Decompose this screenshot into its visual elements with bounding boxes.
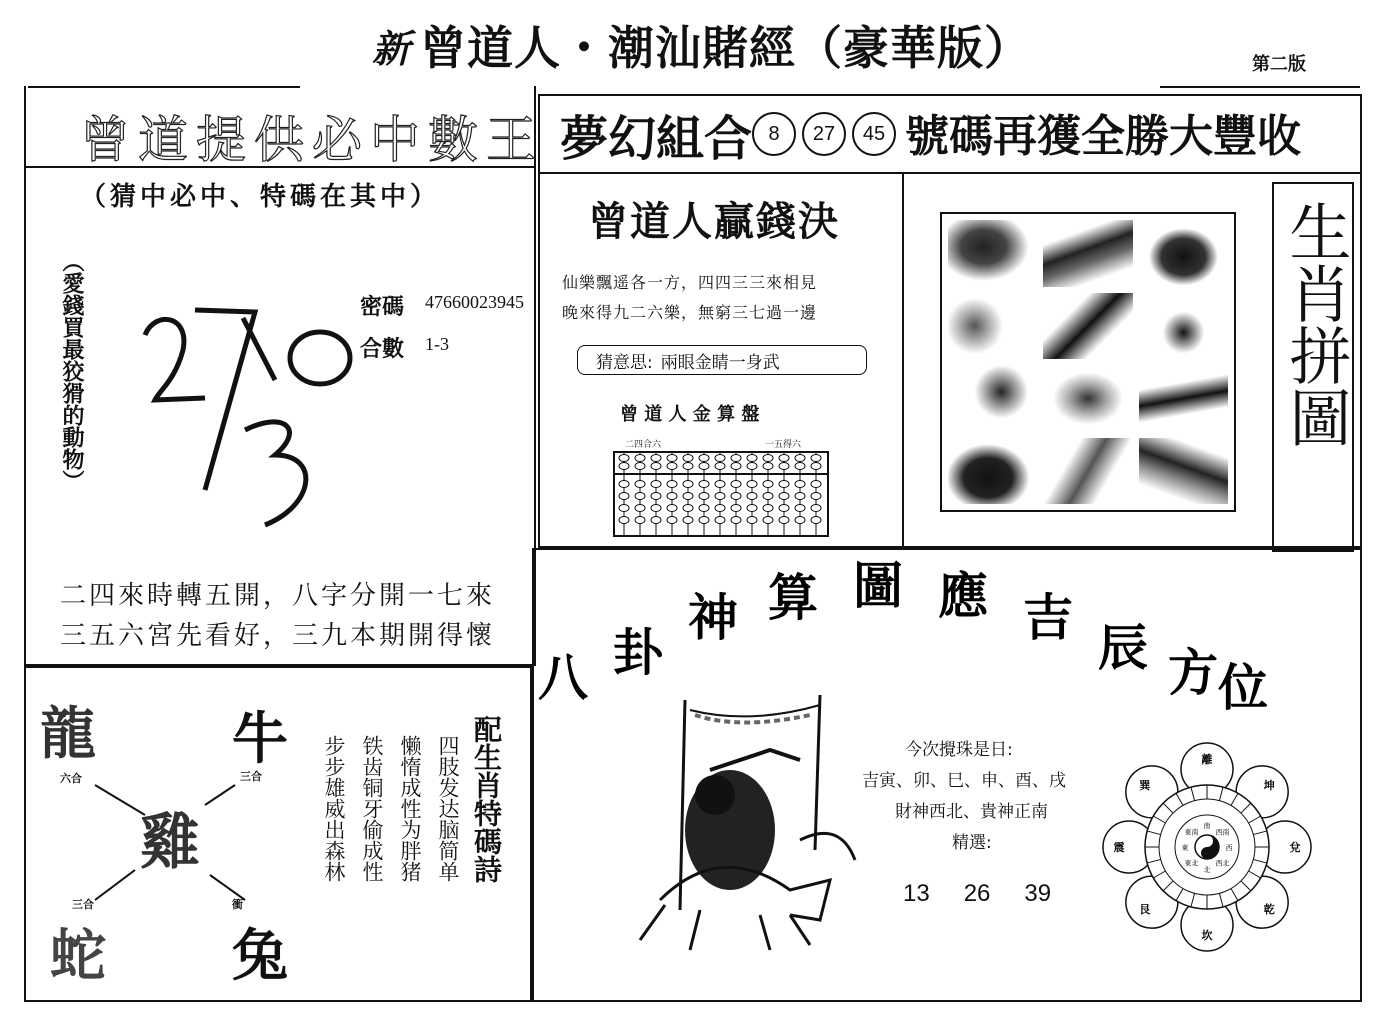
abacus-bead (731, 463, 741, 470)
abacus-bead (763, 455, 773, 462)
arrow-bottom-left (95, 870, 135, 900)
abacus-graphic (612, 450, 832, 540)
header-rule-right (1160, 86, 1360, 88)
zodiac-bottom-right: 兔 (232, 923, 288, 989)
abacus-bead (795, 517, 805, 524)
poem-line-1: 二四來時轉五開，八字分開一七來 (60, 581, 496, 611)
puzzle-piece-9 (1139, 365, 1228, 432)
bagua-title-char: 八 (538, 649, 588, 707)
zodiac-bottom-left: 蛇 (50, 923, 106, 989)
banner-number-1: 8 (752, 112, 796, 156)
win-tips-line-1: 仙樂飄遥各一方，四四三三來相見 (562, 273, 818, 292)
poem-line-2: 三五六宮先看好，三九本期開得懷 (60, 621, 496, 651)
puzzle-piece-5 (1043, 293, 1132, 360)
abacus-bead (651, 481, 661, 488)
abacus-bead (683, 517, 693, 524)
bagua-compass (1102, 742, 1312, 952)
abacus-bead (667, 481, 677, 488)
zodiac-poem-col-2: 懒惰成性为胖猪 (398, 735, 422, 882)
puzzle-piece-8 (1043, 365, 1132, 432)
puzzle-piece-6 (1139, 293, 1228, 360)
compass-inner-label: 北 (1203, 866, 1211, 874)
compass-inner-label: 東 (1181, 844, 1189, 852)
puzzle-piece-3 (1139, 220, 1228, 287)
abacus-bead (795, 455, 805, 462)
abacus-bead (715, 455, 725, 462)
abacus-bead (635, 481, 645, 488)
select-number-1: 13 (903, 880, 930, 907)
compass-inner-label: 西南 (1215, 828, 1230, 837)
banner-number-3: 45 (852, 112, 896, 156)
abacus-bead (731, 481, 741, 488)
abacus-bead (747, 493, 757, 500)
abacus-bead (651, 455, 661, 462)
abacus-left-label: 二四合六 (625, 440, 662, 450)
code-value: 47660023945 (425, 292, 524, 312)
bagua-title-char: 應 (938, 567, 988, 625)
abacus-bead (747, 455, 757, 462)
compass-inner-label: 西 (1225, 844, 1233, 852)
abacus-title: 曾 道 人 金 算 盤 (620, 404, 760, 425)
abacus-bead (715, 505, 725, 512)
header-new-char: 新 (372, 26, 411, 71)
abacus-bead (731, 505, 741, 512)
abacus-bead (699, 493, 709, 500)
abacus-right-label: 一五得六 (765, 440, 802, 450)
zodiac-poem (318, 715, 502, 883)
abacus-bead (811, 455, 821, 462)
abacus-bead (683, 481, 693, 488)
left-panel-subheading: （猜中必中、特碼在其中） (80, 182, 441, 212)
abacus-bead (779, 517, 789, 524)
abacus-bead (619, 455, 629, 462)
puzzle-title: 生肖拼圖 (1279, 200, 1352, 448)
banner-left-text: 夢幻組合 (560, 111, 753, 167)
zodiac-center: 雞 (140, 808, 200, 878)
compass-inner-label: 南 (1203, 822, 1211, 830)
bagua-title-char: 方 (1168, 644, 1218, 702)
abacus-bead (795, 481, 805, 488)
abacus-bead (715, 463, 725, 470)
abacus-bead (699, 463, 709, 470)
select-number-3: 39 (1024, 880, 1052, 907)
bagua-title-char: 辰 (1098, 619, 1148, 677)
abacus-bead (635, 455, 645, 462)
compass-outer-label: 震 (1113, 841, 1125, 854)
puzzle-piece-10 (948, 438, 1037, 505)
abacus-bead (747, 481, 757, 488)
abacus-bead (683, 505, 693, 512)
abacus-bead (651, 505, 661, 512)
compass-outer-label: 坎 (1201, 929, 1213, 942)
compass-outer-label: 兌 (1289, 841, 1301, 854)
compass-inner-label: 西北 (1215, 859, 1230, 868)
abacus-bead (635, 493, 645, 500)
abacus-bead (699, 455, 709, 462)
abacus-bead (683, 455, 693, 462)
abacus-bead (651, 463, 661, 470)
abacus-bead (811, 463, 821, 470)
warrior-illustration (620, 690, 860, 960)
abacus-bead (667, 517, 677, 524)
abacus-bead (715, 517, 725, 524)
puzzle-piece-11 (1043, 438, 1132, 505)
select-number-2: 26 (963, 880, 991, 907)
abacus-bead (619, 463, 629, 470)
abacus-bead (619, 493, 629, 500)
puzzle-piece-4 (948, 293, 1037, 360)
abacus-bead (667, 455, 677, 462)
gods-text: 財神西北、貴神正南 (895, 802, 1048, 822)
stroke-slash (243, 318, 275, 380)
abacus-bead (779, 505, 789, 512)
bagua-title-char: 算 (768, 569, 818, 627)
abacus-bead (747, 505, 757, 512)
abacus-bead (699, 505, 709, 512)
puzzle-piece-2 (1043, 220, 1132, 287)
puzzle-piece-1 (948, 220, 1037, 287)
abacus-bead (731, 493, 741, 500)
compass-outer-label: 離 (1201, 753, 1213, 766)
abacus-bead (651, 493, 661, 500)
banner-number-2: 27 (802, 112, 846, 156)
abacus-bead (651, 517, 661, 524)
edition-label: 第二版 (1252, 54, 1306, 75)
draw-label: 今次攪珠是日: (905, 740, 1013, 760)
stroke-3 (245, 422, 306, 525)
abacus-bead (811, 517, 821, 524)
arrow-bottom-right (210, 875, 245, 900)
abacus-bead (779, 463, 789, 470)
arrow-top-right (205, 785, 235, 805)
abacus-bead (635, 505, 645, 512)
abacus-bead (619, 505, 629, 512)
puzzle-piece-7 (948, 365, 1037, 432)
rel-top-left: 六合 (60, 772, 82, 785)
compass-outer-label: 乾 (1263, 903, 1275, 917)
puzzle-grid (940, 212, 1236, 512)
abacus-bead (667, 463, 677, 470)
abacus-bead (667, 493, 677, 500)
abacus-bead (619, 481, 629, 488)
riddle-text: 兩眼金睛一身武 (660, 352, 780, 373)
combo-label: 合數 (360, 336, 405, 362)
auspicious-text: 吉寅、卯、巳、申、酉、戌 (862, 771, 1066, 791)
abacus-bead (779, 455, 789, 462)
abacus-bead (731, 455, 741, 462)
abacus-bead (699, 517, 709, 524)
compass-inner-label: 東南 (1184, 828, 1199, 837)
abacus-bead (795, 463, 805, 470)
abacus-bead (747, 517, 757, 524)
abacus-bead (779, 493, 789, 500)
select-numbers (903, 880, 1051, 908)
compass-outer-label: 巽 (1139, 778, 1151, 792)
abacus-bead (683, 463, 693, 470)
abacus-bead (811, 493, 821, 500)
bagua-title-char: 神 (688, 589, 738, 647)
abacus-bead (763, 505, 773, 512)
abacus-bead (763, 481, 773, 488)
zodiac-poem-heading: 配生肖特碼詩 (470, 715, 503, 883)
compass-inner-label: 東北 (1184, 859, 1199, 868)
abacus-bead (667, 505, 677, 512)
header-title: 曾道人・潮汕賭經（豪華版） (420, 21, 1031, 75)
abacus-bead (795, 493, 805, 500)
win-tips-line-2: 晚來得九二六樂，無窮三七過一邊 (562, 303, 818, 322)
rel-top-right: 三合 (240, 770, 262, 783)
zodiac-top-left: 龍 (40, 701, 96, 767)
abacus-bead (763, 463, 773, 470)
abacus-bead (811, 481, 821, 488)
zodiac-arrows (85, 775, 285, 935)
puzzle-piece-12 (1139, 438, 1228, 505)
arrow-top-left (95, 785, 145, 815)
combo-value: 1-3 (425, 334, 449, 354)
rel-bottom-right: 衝 (232, 898, 243, 911)
abacus-bead (715, 493, 725, 500)
abacus-bead (795, 505, 805, 512)
abacus-bead (811, 505, 821, 512)
abacus-bead (747, 463, 757, 470)
abacus-bead (763, 493, 773, 500)
banner-right-text: 號碼再獲全勝大豐收 (905, 111, 1301, 162)
rel-bottom-left: 三合 (72, 898, 94, 911)
abacus-bead (731, 517, 741, 524)
abacus-bead (715, 481, 725, 488)
left-panel-heading: 曾道提供必中數王 (80, 111, 544, 169)
left-vertical-note: （愛錢買最狡猾的動物） (59, 250, 85, 492)
zodiac-poem-col-4: 步步雄威出森林 (322, 735, 346, 882)
zodiac-top-right: 牛 (232, 706, 288, 772)
abacus-bead (683, 493, 693, 500)
bagua-title-char: 吉 (1023, 589, 1073, 647)
select-label: 精選: (952, 833, 992, 853)
code-label: 密碼 (360, 294, 405, 320)
zodiac-poem-col-3: 铁齿铜牙偷成性 (360, 735, 384, 882)
bagua-title-char: 位 (1218, 659, 1268, 717)
bagua-title-char: 圖 (853, 557, 903, 615)
zodiac-poem-col-1: 四肢发达脑简单 (436, 735, 460, 882)
riddle-box (577, 345, 867, 375)
abacus-bead (619, 517, 629, 524)
abacus-bead (635, 463, 645, 470)
abacus-bead (635, 517, 645, 524)
abacus-bead (763, 517, 773, 524)
handwritten-27-3 (135, 290, 375, 530)
abacus-bead (779, 481, 789, 488)
win-tips-title: 曾道人贏錢決 (588, 198, 840, 245)
compass-outer-label: 艮 (1139, 903, 1151, 917)
riddle-label: 猜意思: (596, 352, 653, 373)
abacus-bead (699, 481, 709, 488)
stroke-0 (290, 332, 350, 384)
stroke-2 (145, 319, 205, 400)
compass-outer-label: 坤 (1263, 778, 1275, 792)
bagua-title-char: 卦 (613, 624, 663, 682)
banner-numbers (752, 112, 896, 156)
